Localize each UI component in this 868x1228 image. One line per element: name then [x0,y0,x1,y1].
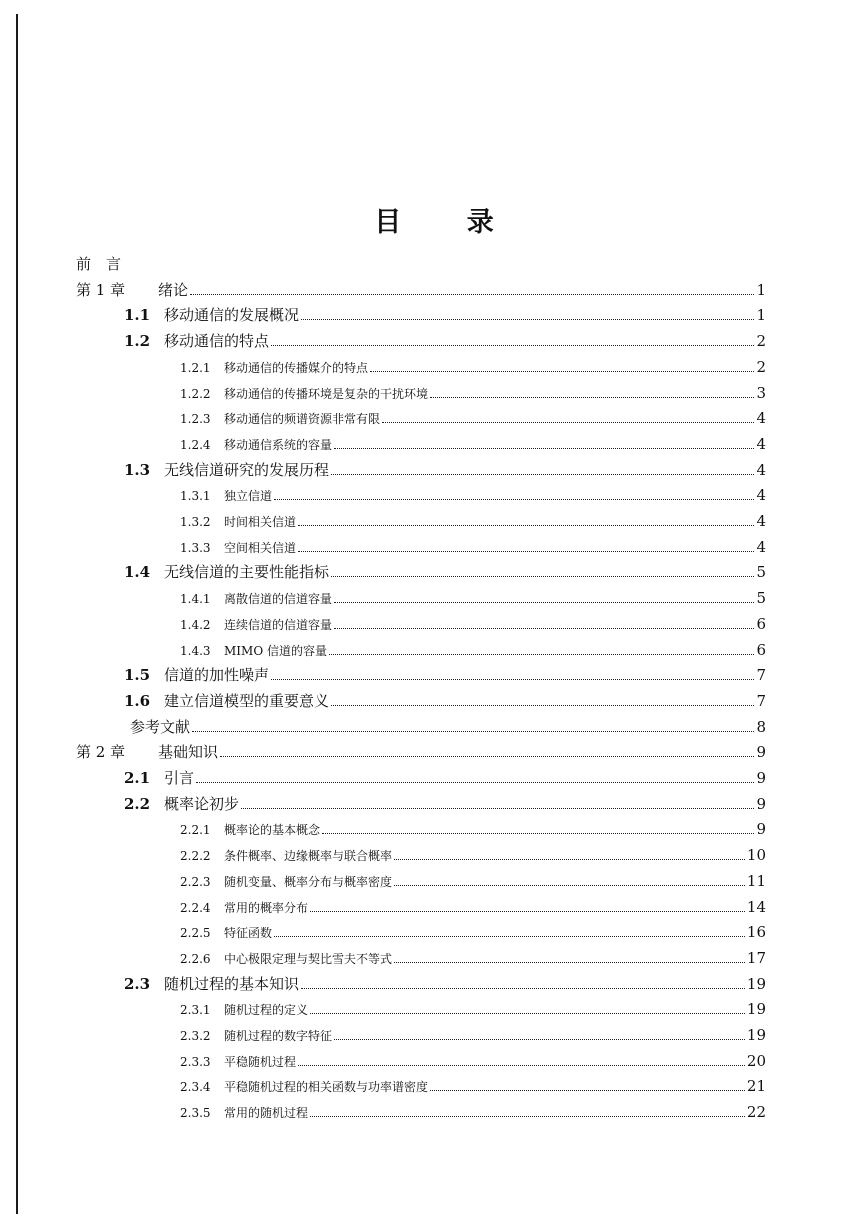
toc-dot-leader [334,602,754,603]
toc-entry[interactable] [180,922,766,943]
toc-dot-leader [394,859,745,860]
toc-dot-leader [274,936,745,937]
toc-entry[interactable] [180,948,766,969]
toc-entry[interactable] [124,460,766,480]
toc-entry[interactable] [180,383,766,404]
toc-entry-number: 1.2.1 [180,360,211,375]
toc-entry[interactable] [124,691,766,711]
toc-entry-number: 2.2.2 [180,849,211,864]
toc-dot-leader [301,988,745,989]
toc-page-number: 4 [756,486,766,505]
toc-entry-title: 信道的加性噪声 [164,666,270,685]
page-title: 目 录 [374,207,522,239]
toc-entry-number: 1.2.4 [180,437,211,452]
toc-page-number: 5 [756,589,766,608]
toc-entry-title: 平稳随机过程 [224,1054,297,1069]
toc-dot-leader [430,397,754,398]
toc-entry-number: 1.4 [124,563,151,582]
toc-page-number: 5 [756,563,766,582]
toc-entry[interactable] [76,742,766,762]
toc-page-number: 4 [756,512,766,530]
toc-entry-number: 1.3 [124,460,151,479]
toc-dot-leader [331,705,754,706]
toc-entry-number: 2.3.3 [180,1054,211,1069]
toc-entry-number: 1.3.3 [180,540,211,555]
toc-dot-leader [430,1090,745,1091]
toc-entry-number: 2.2.5 [180,926,211,941]
toc-dot-leader [190,294,754,295]
toc-entry-number: 2.2.6 [180,951,211,966]
toc-entry[interactable] [180,408,766,429]
toc-entry[interactable] [180,640,766,661]
toc-entry-number: 1.2.3 [180,412,211,427]
toc-entry-number: 1.2 [124,332,151,351]
toc-entry-number: 2.3 [124,974,151,993]
toc-page-number: 22 [746,1103,766,1122]
toc-dot-leader [322,833,754,834]
toc-dot-leader [310,1013,745,1014]
toc-entry-number: 1.4.2 [180,617,211,632]
toc-page-number: 20 [746,1051,766,1070]
toc-page-number: 7 [756,666,766,685]
toc-page-number: 9 [756,743,766,762]
toc-dot-leader [298,551,754,552]
toc-entry[interactable] [180,1051,766,1072]
toc-entry-title: 离散信道的信道容量 [224,592,333,607]
toc-entry-title: 移动通信的传播环境是复杂的干扰环境 [224,386,429,401]
toc-page-number: 2 [756,332,766,351]
toc-entry-number: 第 2 章 [76,743,126,762]
toc-page-number: 9 [756,794,766,813]
toc-entry[interactable] [180,897,766,918]
toc-entry-title: 随机过程的数字特征 [224,1029,333,1043]
toc-dot-leader [334,1039,745,1040]
toc-entry[interactable] [180,537,766,558]
toc-entry-title: 中心极限定理与契比雪夫不等式 [224,951,393,966]
toc-dot-leader [192,731,754,732]
toc-page-number: 8 [756,717,766,736]
toc-page-number: 9 [756,769,766,787]
toc-page-number: 7 [756,691,766,710]
toc-entry-number: 2.3.5 [180,1106,211,1121]
toc-entry[interactable] [124,768,766,788]
toc-entry-number: 1.4.1 [180,592,211,607]
toc-entry-number: 1.1 [124,306,151,325]
toc-page-number: 19 [746,974,766,993]
toc-entry[interactable] [180,1076,766,1097]
toc-page-number: 10 [746,846,766,865]
toc-entry[interactable] [130,717,766,737]
toc-page-number: 4 [756,537,766,556]
toc-entry-number: 1.6 [124,691,151,710]
page-margin-line [16,14,18,1214]
toc-entry-title: 概率论初步 [164,794,240,813]
toc-page-number: 6 [756,614,766,633]
toc-entry-title: 移动通信的频谱资源非常有限 [224,412,381,427]
toc-entry[interactable] [124,305,766,325]
toc-entry[interactable] [180,614,766,635]
toc-page-number: 19 [746,1026,766,1044]
toc-entry-number: 前 言 [76,255,122,273]
toc-entry-number: 2.2 [124,794,151,813]
toc-entry-title: 概率论的基本概念 [224,823,321,838]
toc-entry[interactable] [180,511,766,532]
toc-entry-title: 随机变量、概率分布与概率密度 [224,874,393,889]
toc-entry-title: 移动通信的传播媒介的特点 [224,360,369,375]
toc-entry[interactable] [180,434,766,455]
toc-dot-leader [196,782,754,783]
toc-dot-leader [331,474,754,475]
toc-dot-leader [334,628,754,629]
toc-entry[interactable] [180,485,766,506]
toc-page-number: 4 [756,434,766,453]
toc-entry-title: 无线信道的主要性能指标 [164,563,330,582]
toc-dot-leader [310,1116,745,1117]
toc-entry[interactable] [180,1102,766,1123]
toc-page-number: 3 [756,383,766,402]
toc-entry-title: 平稳随机过程的相关函数与功率谱密度 [224,1080,429,1095]
toc-dot-leader [382,422,754,423]
toc-page-number: 6 [756,640,766,659]
toc-entry-title: 常用的概率分布 [224,900,309,915]
toc-entry[interactable] [124,974,766,994]
toc-entry[interactable] [180,1025,766,1046]
toc-dot-leader [370,371,754,372]
toc-dot-leader [298,525,754,526]
toc-dot-leader [329,654,754,655]
toc-dot-leader [310,911,745,912]
toc-page-number: 14 [746,897,766,916]
toc-dot-leader [274,499,754,500]
toc-entry[interactable] [124,331,766,351]
toc-entry-number: 1.4.3 [180,643,211,658]
toc-entry-number: 1.3.2 [180,515,211,529]
toc-entry[interactable] [180,588,766,609]
toc-dot-leader [331,576,754,577]
toc-page-number: 17 [746,948,766,967]
toc-entry-title: 建立信道模型的重要意义 [164,691,330,710]
toc-page-number: 19 [746,1000,766,1019]
toc-entry-title: 常用的随机过程 [224,1106,309,1121]
toc-page-number: 9 [756,820,766,839]
toc-entry-title: 独立信道 [224,489,273,504]
toc-entry-number: 2.3.1 [180,1003,211,1018]
toc-page-number: 11 [746,871,766,890]
toc-entry-number: 2.3.2 [180,1029,211,1043]
toc-page-number: 1 [756,280,766,299]
toc-page-number: 4 [756,460,766,479]
toc-entry-number: 2.1 [124,769,151,787]
toc-entry-title: 引言 [164,769,195,787]
toc-entry-title: 基础知识 [158,743,219,762]
toc-entry[interactable] [180,819,766,840]
toc-page-number: 16 [746,923,766,942]
toc-page-number: 4 [756,409,766,428]
toc-dot-leader [220,756,754,757]
toc-entry-title: 移动通信的发展概况 [164,306,300,325]
toc-entry-number: 1.5 [124,666,151,685]
toc-entry-title: 参考文献 [130,717,191,736]
toc-dot-leader [241,808,754,809]
toc-dot-leader [394,962,745,963]
toc-entry-title: 连续信道的信道容量 [224,617,333,632]
toc-entry-title: 移动通信系统的容量 [224,437,333,452]
toc-entry-number: 1.3.1 [180,489,211,504]
toc-entry-title: 特征函数 [224,926,273,941]
toc-entry-number: 2.3.4 [180,1080,211,1095]
toc-entry[interactable] [76,280,766,300]
toc-entry-title: 无线信道研究的发展历程 [164,460,330,479]
toc-entry-number: 2.2.4 [180,900,211,915]
toc-page-number: 1 [756,306,766,325]
toc-entry[interactable] [180,845,766,866]
toc-entry-number: 2.2.1 [180,823,211,838]
toc-entry-title: 随机过程的定义 [224,1003,309,1018]
toc-entry-title: MIMO 信道的容量 [224,643,327,658]
toc-entry-title: 绪论 [158,280,189,299]
toc-entry-number: 第 1 章 [76,280,126,299]
toc-entry[interactable] [124,794,766,814]
toc-entry-title: 时间相关信道 [224,515,297,529]
toc-entry[interactable] [124,562,766,582]
toc-entry-title: 移动通信的特点 [164,332,270,351]
toc-entry[interactable] [180,871,766,892]
toc-entry-title: 随机过程的基本知识 [164,974,300,993]
toc-entry-title: 条件概率、边缘概率与联合概率 [224,849,393,864]
toc-entry-number: 2.2.3 [180,874,211,889]
toc-dot-leader [394,885,745,886]
toc-dot-leader [298,1065,745,1066]
toc-dot-leader [271,345,754,346]
toc-dot-leader [271,679,754,680]
toc-page-number: 21 [746,1077,766,1096]
toc-dot-leader [301,319,754,320]
toc-entry[interactable] [76,254,121,274]
toc-entry-title: 空间相关信道 [224,540,297,555]
toc-entry[interactable] [180,999,766,1020]
toc-page-number: 2 [756,357,766,376]
toc-entry-number: 1.2.2 [180,386,211,401]
toc-entry[interactable] [180,357,766,378]
toc-entry[interactable] [124,665,766,685]
toc-dot-leader [334,448,754,449]
